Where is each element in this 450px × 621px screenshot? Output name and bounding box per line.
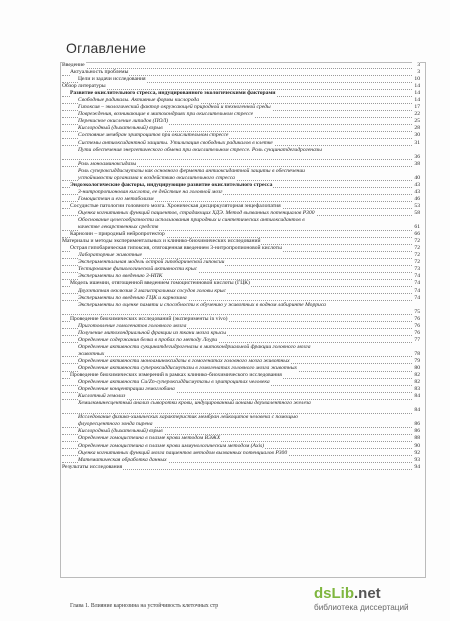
toc-page-number: 40 (412, 175, 420, 182)
toc-entry[interactable] (62, 97, 420, 104)
toc-entry-title: Определение активности моноаминоксидазы в гомогенатах головного мозга животных (78, 357, 290, 364)
toc-entry-title: Кислородный (дыхательный) взрыв (78, 428, 163, 435)
toc-entry[interactable] (62, 309, 420, 316)
toc-page-number: 76 (412, 316, 420, 323)
toc-entry[interactable] (62, 104, 420, 111)
toc-entry[interactable] (62, 273, 420, 280)
toc-page-number: 28 (412, 125, 420, 132)
toc-page-number: 76 (412, 323, 420, 330)
toc-page-number: 43 (412, 182, 420, 189)
watermark-subtitle: библиотека диссертаций (314, 603, 409, 612)
toc-page-number: 79 (412, 358, 420, 365)
toc-page-number: 72 (412, 238, 420, 245)
toc-entry[interactable] (62, 351, 420, 358)
toc-entry[interactable] (62, 400, 420, 407)
toc-entry-title: Свободные радикалы. Активные формы кислорода (78, 97, 200, 104)
toc-entry[interactable] (62, 259, 420, 266)
toc-page-number: 84 (412, 393, 420, 400)
watermark-logo[interactable] (314, 585, 438, 615)
toc-page-number: 83 (412, 386, 420, 393)
toc-entry-title: Состояние мембран эритроцитов при окислительном стрессе (78, 132, 229, 139)
toc-entry[interactable] (62, 288, 420, 295)
toc-entry[interactable] (62, 210, 420, 217)
toc-entry[interactable] (62, 421, 420, 428)
toc-leader-dots (62, 407, 412, 414)
toc-page-number: 84 (412, 407, 420, 414)
toc-page-number: 75 (412, 309, 420, 316)
toc-leader-dots (62, 309, 412, 316)
watermark-domain: .net (354, 585, 381, 602)
toc-entry[interactable] (62, 245, 420, 252)
toc-page-number: 74 (412, 280, 420, 287)
toc-entry[interactable] (62, 118, 420, 125)
toc-entry[interactable] (62, 175, 420, 182)
toc-page-number: 86 (412, 421, 420, 428)
toc-page-number: 30 (412, 132, 420, 139)
toc-entry[interactable] (62, 457, 420, 464)
toc-entry-title: Сосудистые патологии головного мозга. Хроническая дисциркуляторная энцефалопатия (70, 202, 281, 209)
toc-entry[interactable] (62, 224, 420, 231)
toc-page-number: 25 (412, 118, 420, 125)
toc-leader-dots (62, 83, 412, 90)
toc-entry-title: Обзор литературы (62, 83, 106, 90)
toc-page-number: 82 (412, 372, 420, 379)
toc-entry-title: Введение (62, 62, 85, 68)
toc-entry-title: Определение гомоцистеина в плазме крови методом ВЭЖХ (78, 435, 221, 442)
toc-entry-title: Результаты исследования (62, 463, 123, 470)
toc-entry-title: Кислородный (дыхательный) взрыв (78, 125, 163, 132)
toc-leader-dots (62, 154, 412, 161)
toc-entry-title: Острая гипобарическая гипоксия, отягощенная введением 3-нитропропионовой кислоты (70, 245, 282, 252)
toc-entry-title: Получение митохондриальной фракции из ткани мозга крысы (78, 329, 227, 336)
toc-page-number: 72 (412, 245, 420, 252)
toc-entry[interactable] (62, 125, 420, 132)
toc-page-number: 53 (412, 203, 420, 210)
toc-page-number: 14 (412, 83, 420, 90)
toc-page-number: 14 (412, 90, 420, 97)
toc-entry[interactable] (62, 344, 420, 351)
toc-page-number: 74 (412, 288, 420, 295)
toc-entry-title: Актуальность проблемы (70, 69, 129, 76)
toc-page-number: 90 (412, 443, 420, 450)
toc-entry[interactable] (62, 379, 420, 386)
toc-entry[interactable] (62, 217, 420, 224)
toc-entry-title: Карнозин – природный нейропротектор (70, 231, 165, 238)
toc-entry-title: Лабораторные животные (78, 252, 143, 259)
toc-page-number: 61 (412, 224, 420, 231)
toc-entry[interactable] (62, 435, 420, 442)
toc-entry-title: Приготовление гомогенатов головного мозга (78, 322, 187, 329)
toc-entry-title: Хемилюминесцентный анализ сыворотки крови, индуцированный ионами двухвалентного железа (78, 400, 311, 407)
toc-entry-title: Кислотный гемолиз (78, 393, 126, 400)
toc-entry[interactable] (62, 358, 420, 365)
toc-entry[interactable] (62, 76, 420, 83)
toc-entry-title: Эксперименты по оценке памяти и способности к обучению у животных в водном лабиринте Морриса (78, 301, 326, 308)
watermark-brand (314, 585, 381, 602)
toc-entry-title: Тестирование физиологической активности крыс (78, 266, 198, 273)
toc-entry[interactable] (62, 203, 420, 210)
toc-entry-title: Перекисное окисление липидов (ПОЛ) (78, 118, 169, 125)
toc-page-number: 31 (412, 140, 420, 147)
toc-page-number: 73 (412, 266, 420, 273)
table-of-contents (62, 62, 420, 471)
toc-entry[interactable] (62, 323, 420, 330)
toc-entry[interactable] (62, 365, 420, 372)
toc-page-number: 76 (412, 330, 420, 337)
toc-entry-title: Пути обеспечения энергетического обмена при окислительном стрессе. Роль сукцинатдегидрогеназы (78, 146, 322, 153)
toc-page-number: 77 (412, 337, 420, 344)
page-title: Оглавление (66, 40, 147, 56)
toc-entry[interactable] (62, 132, 420, 139)
toc-entry-title: качестве лекарственных средств (78, 224, 159, 231)
toc-entry[interactable] (62, 238, 420, 245)
toc-entry-title: Цели и задачи исследования (78, 76, 146, 83)
toc-page-number: 72 (412, 252, 420, 259)
toc-entry-title: Эндоэкологические факторы, индуцирующие развитие окислительного стресса (70, 181, 273, 188)
toc-entry[interactable] (62, 147, 420, 154)
toc-page-number: 10 (412, 76, 420, 83)
toc-entry[interactable] (62, 182, 420, 189)
toc-entry-title: Проведение биохимических исследований (эксперименты in vivo) (70, 315, 228, 322)
toc-entry-title: животных (78, 350, 105, 357)
toc-entry[interactable] (62, 90, 420, 97)
toc-entry-title: Оценка когнитивных функций мозга пациентов методом вызванных потенциалов Р300 (78, 449, 288, 456)
toc-page-number: 3 (412, 69, 420, 76)
toc-page-number: 74 (412, 295, 420, 302)
toc-entry-title: Определение гомоцистеина в плазме крови иммунологическим методом (Axis) (78, 442, 265, 449)
toc-entry[interactable] (62, 161, 420, 168)
toc-entry[interactable] (62, 154, 420, 161)
toc-entry[interactable] (62, 316, 420, 323)
watermark-brand-name: dsLib (314, 585, 354, 602)
toc-entry[interactable] (62, 407, 420, 414)
toc-page-number: 94 (412, 464, 420, 471)
toc-leader-dots (62, 62, 412, 69)
toc-entry[interactable] (62, 450, 420, 457)
toc-page-number: 88 (412, 435, 420, 442)
toc-page-number: 82 (412, 379, 420, 386)
toc-entry-title: Определение содержания белка в пробах по методу Лоури (78, 336, 218, 343)
toc-entry-title: Оценка когнитивных функций пациентов, страдающих ХДЭ. Метод вызванных потенциалов Р300 (78, 209, 315, 216)
toc-entry-title: Повреждения, возникающие в митохондриях при окислительном стрессе (78, 111, 254, 118)
toc-entry[interactable] (62, 140, 420, 147)
toc-entry-title: Гипоксия – экологический фактор окружающей природной и техногенной среды (78, 104, 271, 111)
toc-page-number: 43 (412, 189, 420, 196)
toc-entry[interactable] (62, 266, 420, 273)
toc-page-number: 92 (412, 450, 420, 457)
toc-leader-dots (62, 351, 412, 358)
toc-entry-title: Гомоцистеин и его метаболизм (78, 195, 154, 202)
toc-entry[interactable] (62, 386, 420, 393)
chapter-heading: Глава 1. Влияние карнозина на устойчивость клеточных стр (70, 603, 219, 609)
toc-entry-title: Модель ишемии, отягощенной введением гомоцистеиновой кислоты (ГЦК) (70, 280, 250, 287)
toc-entry-title: Экспериментальная модель острой гипобарической гипоксии (78, 259, 225, 266)
toc-entry[interactable] (62, 443, 420, 450)
toc-page-number: 17 (412, 104, 420, 111)
toc-entry-title: Определение активности супероксиддисмутазы в гомогенатах головного мозга животных (78, 365, 297, 372)
toc-entry[interactable] (62, 83, 420, 90)
toc-entry-title: Определение концентрации гемоглобина (78, 386, 175, 393)
toc-entry-title: 3-нитропропионовая кислота, ее действие на головной мозг (78, 188, 223, 195)
toc-entry[interactable] (62, 231, 420, 238)
toc-entry[interactable] (62, 280, 420, 287)
toc-entry[interactable] (62, 428, 420, 435)
toc-entry-title: Эксперименты по введению ГЦК и карнозина (78, 294, 187, 301)
toc-entry-title: Двухэтапная окклюзия 3 магистральных сосудов головы крыс (78, 287, 227, 294)
toc-entry[interactable] (62, 393, 420, 400)
toc-page-number: 78 (412, 351, 420, 358)
toc-entry[interactable] (62, 62, 420, 69)
toc-entry-title: Эксперименты по введению 3-НПК (78, 273, 163, 280)
toc-page-number: 36 (412, 154, 420, 161)
toc-page-number: 46 (412, 196, 420, 203)
toc-entry[interactable] (62, 69, 420, 76)
toc-page-number: 72 (412, 259, 420, 266)
toc-entry[interactable] (62, 252, 420, 259)
toc-entry[interactable] (62, 111, 420, 118)
toc-entry-title: Определение активности сукцинатдегидрогеназы в митохондриальной фракции головного мозга (78, 343, 311, 350)
toc-entry[interactable] (62, 168, 420, 175)
toc-entry[interactable] (62, 189, 420, 196)
toc-entry-title: Обоснование целесообразности использования природных и синтетических антиоксидантов в (78, 217, 305, 224)
toc-entry[interactable] (62, 302, 420, 309)
toc-entry-title: Определение активности Cu/Zn-супероксиддисмутазы в эритроцитах человека (78, 379, 270, 386)
toc-entry-title: Системы антиоксидантной защиты. Утилизация свободных радикалов в клетке (78, 139, 273, 146)
toc-page-number: 58 (412, 210, 420, 217)
toc-entry-title: Роль моноаминоксидазы (78, 160, 137, 167)
toc-entry[interactable] (62, 414, 420, 421)
toc-page-number: 3 (412, 62, 420, 69)
toc-page-number: 86 (412, 428, 420, 435)
toc-page-number: 74 (412, 273, 420, 280)
toc-entry[interactable] (62, 464, 420, 471)
toc-entry[interactable] (62, 372, 420, 379)
toc-entry[interactable] (62, 330, 420, 337)
toc-entry[interactable] (62, 337, 420, 344)
toc-entry-title: устойчивости организма к воздействию окислительного стресса (78, 174, 235, 181)
toc-page-number: 38 (412, 161, 420, 168)
toc-entry[interactable] (62, 196, 420, 203)
toc-page-number: 66 (412, 231, 420, 238)
toc-page-number: 22 (412, 111, 420, 118)
toc-entry-title: флуоресцентного зонда пирена (78, 421, 153, 428)
toc-entry-title: Исследование физико-химических характеристик мембран лейкоцитов человека с помощью (78, 414, 298, 421)
toc-entry-title: Материалы и методы экспериментальных и клинико-биохимических исследований (62, 238, 261, 245)
toc-entry-title: Роль супероксиддисмутазы как основного фермента антиоксидантной защиты в обеспечении (78, 167, 305, 174)
toc-page-number: 93 (412, 457, 420, 464)
toc-entry-title: Математическая обработка данных (78, 456, 167, 463)
toc-page-number: 14 (412, 97, 420, 104)
toc-entry[interactable] (62, 295, 420, 302)
toc-page-number: 80 (412, 365, 420, 372)
toc-entry-title: Проведение биохимических измерений в рамках клинико-биохимического исследования (70, 372, 282, 379)
toc-entry-title: Развитие окислительного стресса, индуцированного экологическими факторами (70, 90, 276, 97)
